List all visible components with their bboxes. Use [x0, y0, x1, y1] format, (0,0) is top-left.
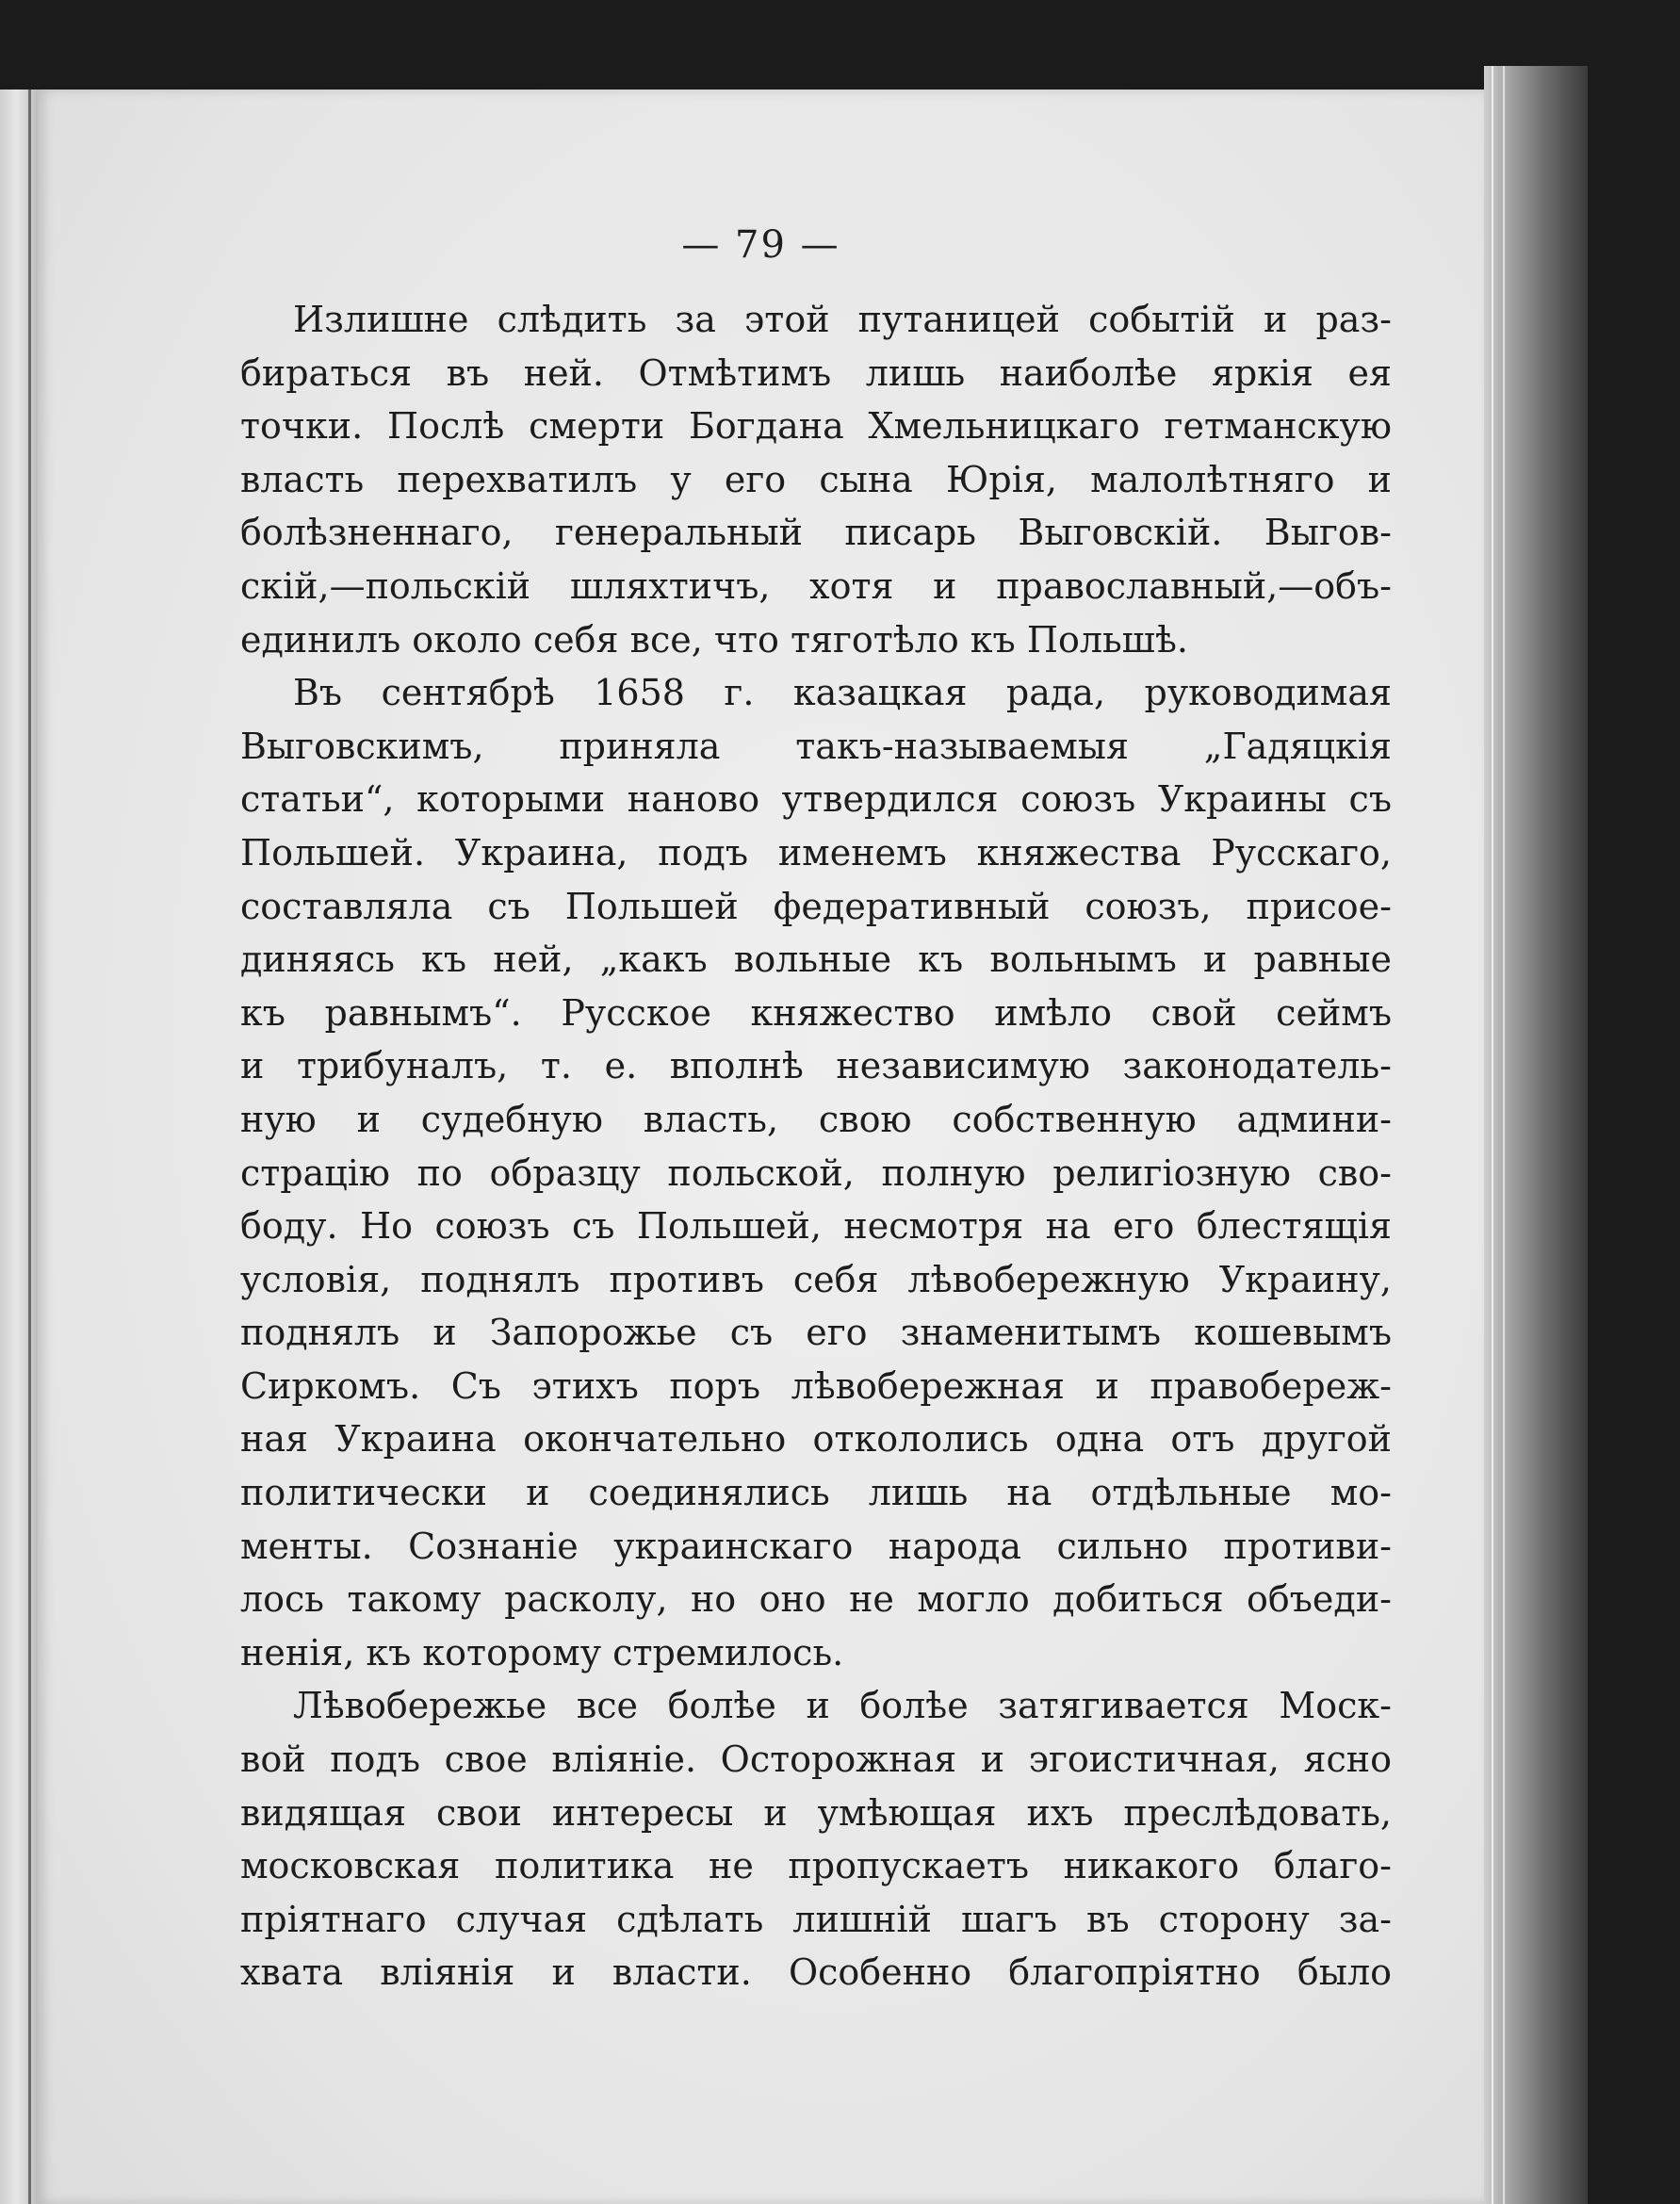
- page-number: — 79 —: [681, 223, 840, 267]
- text-line: политически и соединялись лишь на отдѣльные мо-: [240, 1472, 1392, 1514]
- book-cover-edge: [1484, 66, 1588, 2204]
- page-text: [240, 293, 1392, 2000]
- text-line: диняясь къ ней, „какъ вольные къ вольнымъ и равные: [240, 939, 1392, 981]
- text-line: ную и судебную власть, свою собственную админи-: [240, 1098, 1392, 1140]
- text-line: бираться въ ней. Отмѣтимъ лишь наиболѣе яркія ея: [240, 351, 1392, 394]
- text-line: къ равнымъ“. Русское княжество имѣло свой сеймъ: [240, 991, 1392, 1034]
- paragraph-3: [240, 1679, 1392, 2000]
- text-line: московская политика не пропускаетъ никакого благо-: [240, 1845, 1392, 1887]
- text-line: ненія, къ которому стремилось.: [240, 1631, 844, 1673]
- paragraph-1: [240, 293, 1392, 666]
- text-line: Излишне слѣдить за этой путаницей событій и раз-: [293, 299, 1392, 340]
- text-line: видящая свои интересы и умѣющая ихъ преслѣдовать,: [240, 1791, 1392, 1834]
- text-line: единилъ около себя все, что тяготѣло къ Польшѣ.: [240, 618, 1188, 661]
- text-line: Лѣвобережье все болѣе и болѣе затягивается Моск-: [293, 1685, 1392, 1727]
- text-line: поднялъ и Запорожье съ его знаменитымъ кошевымъ: [240, 1312, 1392, 1354]
- text-line: составляла съ Польшей федеративный союзъ, присое-: [240, 885, 1392, 927]
- text-line: Выговскимъ, приняла такъ-называемыя „Гадяцкія: [240, 725, 1392, 767]
- text-line: и трибуналъ, т. е. вполнѣ независимую законодатель-: [240, 1045, 1392, 1087]
- text-line: лось такому расколу, но оно не могло добиться объеди-: [240, 1578, 1392, 1621]
- text-line: хвата вліянія и власти. Особенно благопріятно было: [240, 1951, 1392, 1994]
- book-spine-edge: [0, 90, 38, 2204]
- book-page: [38, 90, 1484, 2204]
- text-line: страцію по образцу польской, полную религіозную сво-: [240, 1151, 1392, 1194]
- text-line: ная Украина окончательно откололись одна отъ другой: [240, 1418, 1392, 1461]
- text-line: вой подъ свое вліяніе. Осторожная и эгоистичная, ясно: [240, 1739, 1392, 1781]
- text-line: Сиркомъ. Съ этихъ поръ лѣвобережная и правобереж-: [240, 1364, 1392, 1407]
- paragraph-2: [240, 666, 1392, 1679]
- text-line: Въ сентябрѣ 1658 г. казацкая рада, руководимая: [293, 672, 1392, 714]
- text-line: условія, поднялъ противъ себя лѣвобережную Украину,: [240, 1258, 1392, 1300]
- text-line: скій,—польскій шляхтичъ, хотя и православный,—объ-: [240, 564, 1392, 607]
- text-line: пріятнаго случая сдѣлать лишній шагъ въ сторону за-: [240, 1898, 1392, 1940]
- text-line: статьи“, которыми наново утвердился союзъ Украины съ: [240, 778, 1392, 821]
- text-line: Польшей. Украина, подъ именемъ княжества Русскаго,: [240, 831, 1392, 873]
- text-line: боду. Но союзъ съ Польшей, несмотря на его блестящія: [240, 1205, 1392, 1248]
- text-line: точки. Послѣ смерти Богдана Хмельницкаго гетманскую: [240, 405, 1392, 448]
- text-line: власть перехватилъ у его сына Юрія, малолѣтняго и: [240, 458, 1392, 500]
- text-line: болѣзненнаго, генеральный писарь Выговскій. Выгов-: [240, 512, 1392, 554]
- text-line: менты. Сознаніе украинскаго народа сильно противи-: [240, 1525, 1392, 1567]
